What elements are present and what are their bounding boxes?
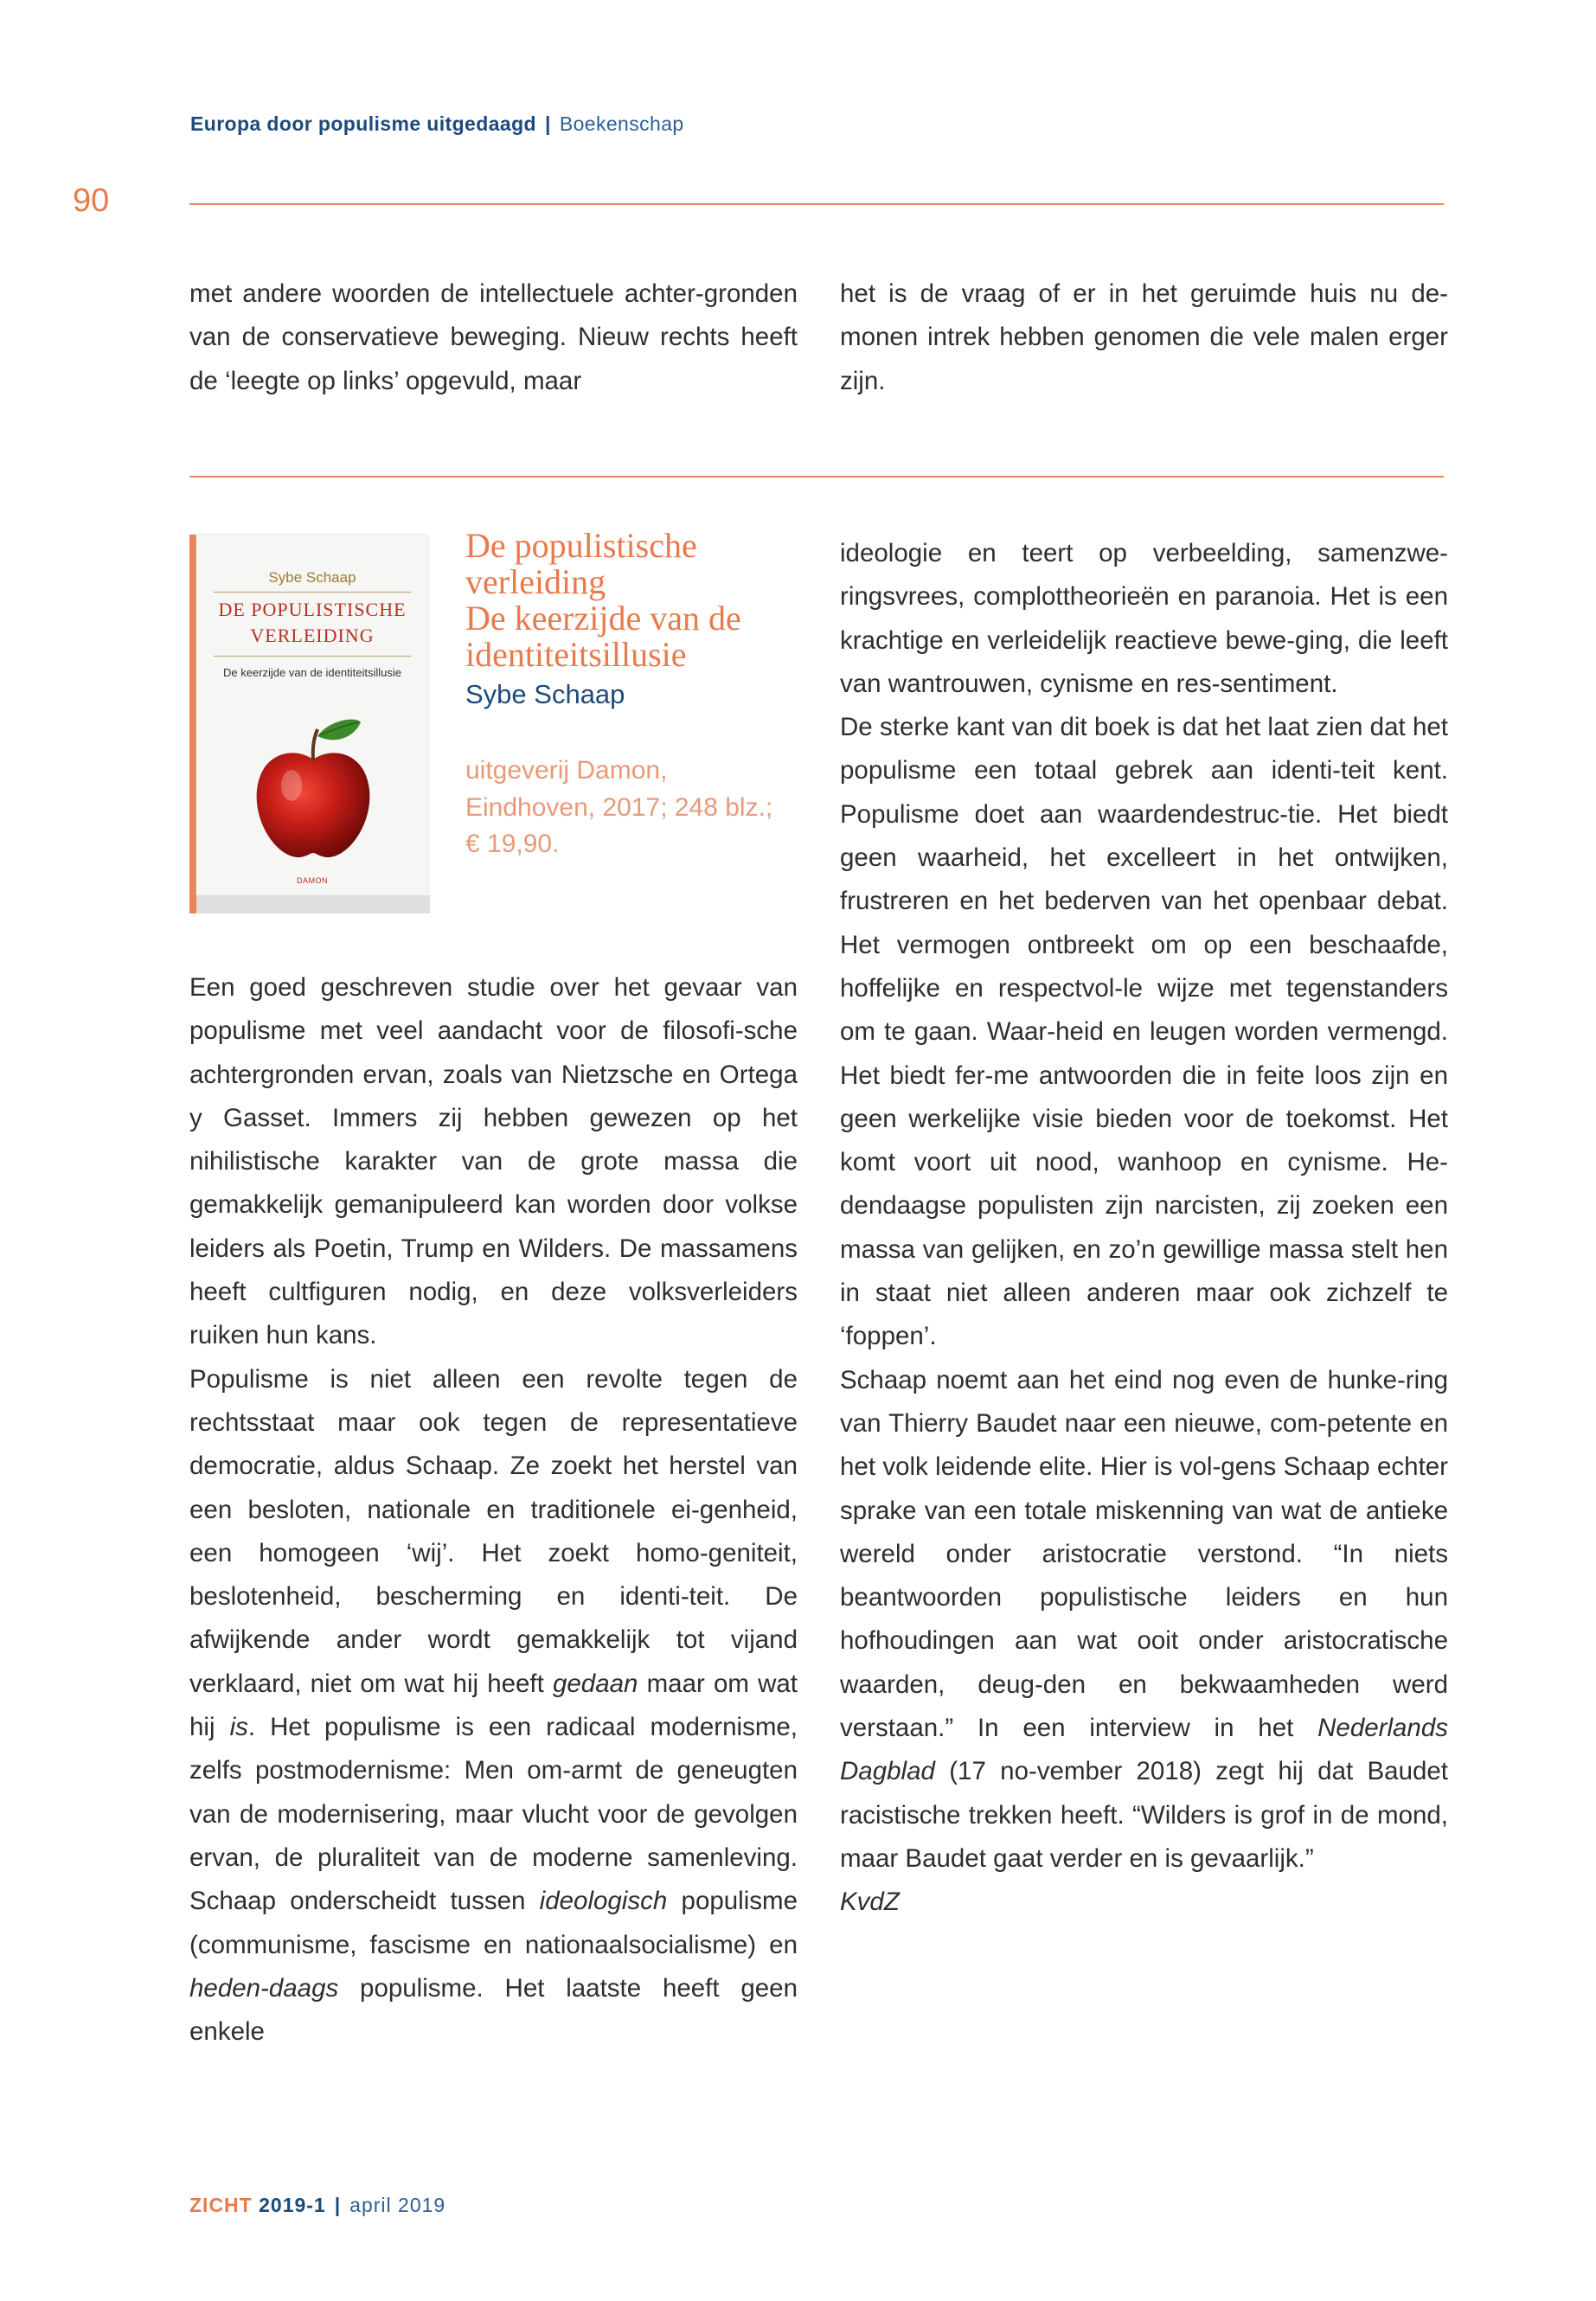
- review-right-column: [840, 532, 1448, 1925]
- review-p2-text-d: populisme (communisme, fascisme en nationaalsocialisme) en: [189, 1887, 798, 1959]
- cover-subtitle: De keerzijde van de identiteitsillusie: [223, 666, 401, 679]
- top-text-left-paragraph: met andere woorden de intellectuele achter-gronden van de conservatieve beweging. Nieuw rechts heeft de ‘leegte op links’ opgevuld, maar: [189, 279, 798, 395]
- review-p2-emphasis-is: is: [229, 1713, 248, 1742]
- review-p2-text-a: Populisme is niet alleen een revolte tegen de rechtsstaat maar ook tegen de representatieve democratie, aldus Schaap. Ze zoekt het herstel van een besloten, nationale en traditionele ei-genheid, een homogeen ‘wij’. Het zoekt homo-geniteit, beslotenheid, bescherming en identi-teit. De afwijkende ander wordt gemakkelijk tot vijand verklaard, niet om wat hij heeft: [189, 1364, 798, 1698]
- page-number: 90: [73, 183, 110, 219]
- book-title: [465, 528, 811, 673]
- book-cover-edge: [196, 895, 430, 913]
- cover-title-line-2: VERLEIDING: [250, 625, 375, 646]
- footer-issue: 2019-1: [259, 2194, 326, 2216]
- review-right-p3-emphasis-newspaper: Nederlands Dagblad: [840, 1714, 1448, 1786]
- review-right-p3-text-b: (17 no-vember 2018) zegt hij dat Baudet racistische trekken heeft. “Wilders is grof in de mond, maar Baudet gaat verder en is gevaarlijk.”: [840, 1757, 1448, 1873]
- book-publication-info: [465, 753, 794, 863]
- cover-author: Sybe Schaap: [268, 569, 356, 586]
- book-title-line-2: verleiding: [465, 562, 606, 601]
- footer-separator: |: [334, 2194, 342, 2216]
- review-right-p3-text-a: Schaap noemt aan het eind nog even de hunke-ring van Thierry Baudet naar een nieuwe, com-petente en het volk leidende elite. Hier is vol-gens Schaap echter sprake van een totale miskenning van wat de antieke wereld onder aristocratie verstond. “In niets beantwoorden populistische leiders en hun hofhoudingen aan wat ooit onder aristocratische waarden, deug-den en bekwaamheden werd verstaan.” In een interview in het: [840, 1365, 1448, 1743]
- review-left-column: [189, 966, 798, 2054]
- top-text-left-column: [189, 272, 798, 403]
- book-title-line-1: De populistische: [465, 526, 697, 565]
- reviewer-signature: [840, 1881, 1448, 1924]
- running-header-separator: |: [544, 112, 551, 135]
- running-header: [190, 112, 684, 136]
- review-right-paragraph-2: De sterke kant van dit boek is dat het laat zien dat het populisme een totaal gebrek aan identi-teit kent. Populisme doet aan waardendestruc-tie. Het biedt geen waarheid, het excelleert in het ontwijken, frustreren en het bederven van het openbaar debat. Het vermogen ontbreekt om op een beschaafde, hoffelijke en respectvol-le wijze met tegenstanders om te gaan. Waar-heid en leugen worden vermengd. Het biedt fer-me antwoorden die in feite loos zijn en geen werkelijke visie bieden voor de toekomst. Het komt voort uit nood, wanhoop en cynisme. He-dendaagse populisten zijn narcisten, zij zoeken een massa van gelijken, en zo’n gewillige massa stelt hen in staat niet alleen anderen maar ook zichzelf te ‘foppen’.: [840, 713, 1448, 1351]
- cover-divider-top: [214, 592, 411, 593]
- footer-magazine: ZICHT: [189, 2194, 253, 2216]
- review-paragraph-1: Een goed geschreven studie over het gevaar van populisme met veel aandacht voor de filosofi-sche achtergronden ervan, zoals van Nietzsche en Ortega y Gasset. Immers zij hebben gewezen op het nihilistische karakter van de grote massa die gemakkelijk gemanipuleerd kan worden door volkse leiders als Poetin, Trump en Wilders. De massamens heeft cultfiguren nodig, en deze volksverleiders ruiken hun kans.: [189, 973, 798, 1350]
- review-p2-emphasis-gedaan: gedaan: [552, 1669, 638, 1698]
- book-cover: [189, 524, 432, 913]
- running-header-title: Europa door populisme uitgedaagd: [190, 112, 536, 135]
- book-author: Sybe Schaap: [465, 679, 625, 709]
- review-p2-text-c: . Het populisme is een radicaal modernisme, zelfs postmodernisme: Men om-armt de geneugten van de modernisering, maar vlucht voor de gevolgen ervan, de pluraliteit van de moderne samenleving. Schaap onderscheidt tussen: [189, 1713, 798, 1916]
- footer: [189, 2194, 445, 2217]
- cover-divider-bottom: [214, 656, 411, 657]
- footer-date: april 2019: [349, 2194, 446, 2216]
- review-right-paragraph-3: [840, 1359, 1448, 1881]
- review-p2-text-e: populisme. Het laatste heeft geen enkele: [189, 1973, 798, 2047]
- cover-publisher: DAMON: [297, 876, 328, 885]
- top-text-right-paragraph: het is de vraag of er in het geruimde huis nu de-monen intrek hebben genomen die vele malen erger zijn.: [840, 279, 1448, 395]
- cover-title-line-1: DE POPULISTISCHE: [218, 599, 407, 620]
- book-cover-spine: [189, 535, 196, 913]
- review-p2-emphasis-hedendaags: heden-daags: [189, 1973, 339, 2003]
- apple-cover-illustration: [248, 712, 378, 863]
- reviewer-initials: KvdZ: [840, 1888, 900, 1917]
- review-paragraph-2: [189, 1358, 798, 2054]
- review-right-paragraph-1: ideologie en teert op verbeelding, samenzwe-ringsvrees, complottheorieën en paranoia. Het is een krachtige en verleidelijk reactieve bewe-ging, die leeft van wantrouwen, cynisme en res-sentiment.: [840, 539, 1448, 698]
- book-title-line-4: identiteitsillusie: [465, 635, 687, 674]
- review-p2-emphasis-ideologisch: ideologisch: [539, 1887, 668, 1916]
- book-publisher: uitgeverij Damon,: [465, 756, 668, 785]
- top-text-right-column: [840, 272, 1448, 403]
- book-price: € 19,90.: [465, 830, 560, 858]
- running-header-section: Boekenschap: [559, 112, 684, 135]
- book-cover-face: [196, 535, 428, 895]
- review-p2-text-b: maar om wat hij: [189, 1669, 798, 1742]
- book-place-year-pages: Eindhoven, 2017; 248 blz.;: [465, 792, 773, 822]
- cover-title: [196, 597, 428, 649]
- section-rule: [189, 476, 1444, 478]
- header-rule: [189, 203, 1444, 205]
- book-title-line-3: De keerzijde van de: [465, 599, 741, 638]
